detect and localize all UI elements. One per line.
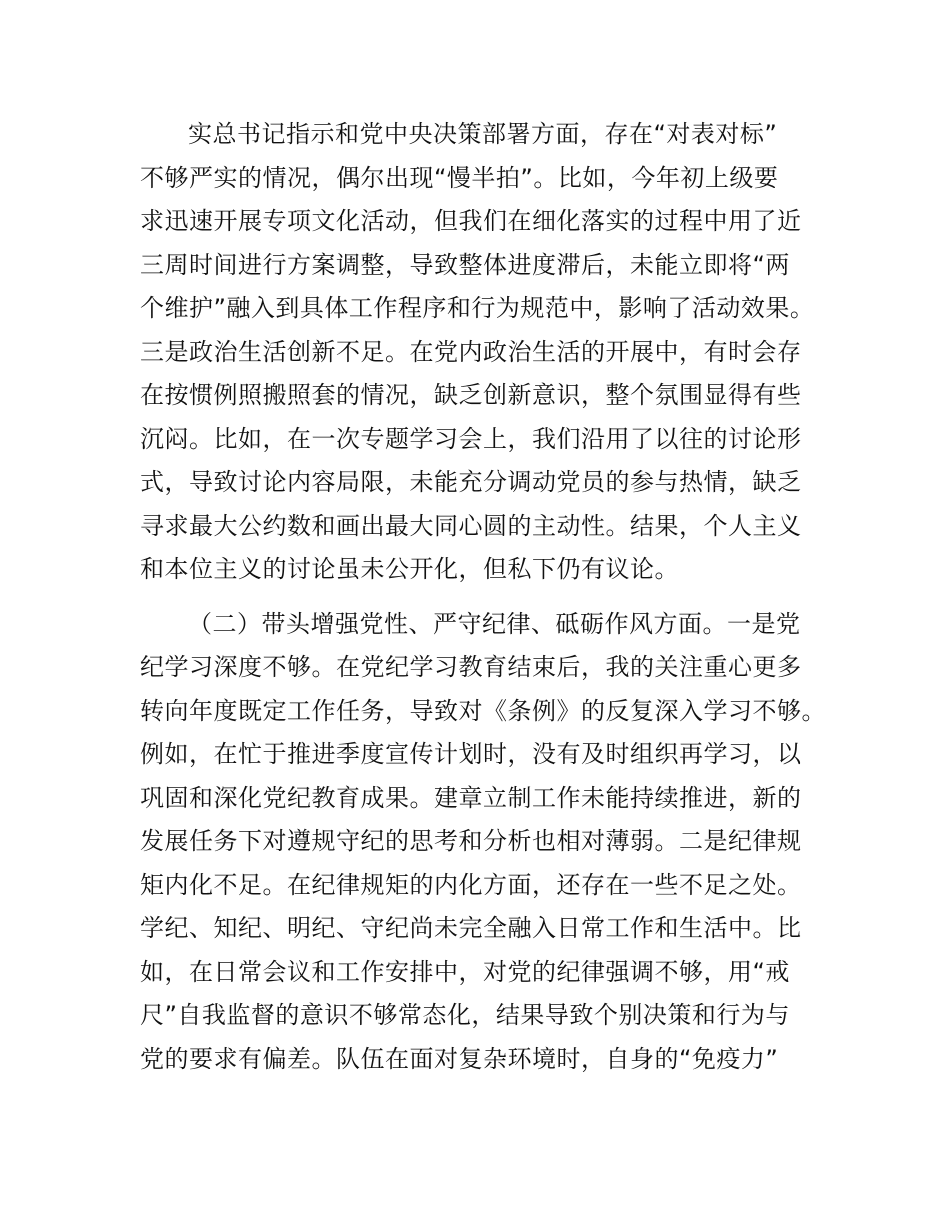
- paragraph-line: 寻求最大公约数和画出最大同心圆的主动性。结果，个人主义: [140, 511, 802, 540]
- paragraph-line: 尺”自我监督的意识不够常态化，结果导致个别决策和行为与: [140, 1001, 790, 1029]
- paragraph-line: 不够严实的情况，偶尔出现“慢半拍”。比如，今年初上级要: [140, 163, 779, 192]
- paragraph-line: （二）带头增强党性、严守纪律、砥砺作风方面。一是党: [188, 609, 801, 638]
- paragraph-line: 和本位主义的讨论虽未公开化，但私下仍有议论。: [140, 555, 679, 583]
- paragraph-line: 求迅速开展专项文化活动，但我们在细化落实的过程中用了近: [140, 207, 802, 235]
- paragraph-line: 沉闷。比如，在一次专题学习会上，我们沿用了以往的讨论形: [140, 424, 802, 453]
- paragraph-line: 三是政治生活创新不足。在党内政治生活的开展中，有时会存: [140, 337, 802, 366]
- document-body: [140, 113, 826, 1081]
- paragraph-line: 转向年度既定工作任务，导致对《条例》的反复深入学习不够。: [140, 696, 826, 725]
- paragraph-line: 矩内化不足。在纪律规矩的内化方面，还存在一些不足之处。: [140, 870, 802, 899]
- paragraph-line: 如，在日常会议和工作安排中，对党的纪律强调不够，用“戒: [140, 957, 790, 986]
- paragraph-line: 巩固和深化党纪教育成果。建章立制工作未能持续推进，新的: [140, 783, 802, 812]
- paragraph-line: 纪学习深度不够。在党纪学习教育结束后，我的关注重心更多: [140, 653, 802, 681]
- paragraph-line: 学纪、知纪、明纪、守纪尚未完全融入日常工作和生活中。比: [140, 914, 802, 942]
- paragraph-line: 个维护”融入到具体工作程序和行为规范中，影响了活动效果。: [140, 294, 815, 322]
- paragraph-line: 式，导致讨论内容局限，未能充分调动党员的参与热情，缺乏: [140, 468, 802, 496]
- paragraph-1: [140, 113, 820, 592]
- paragraph-line: 党的要求有偏差。队伍在面对复杂环境时，自身的“免疫力”: [140, 1044, 779, 1073]
- paragraph-line: 例如，在忙于推进季度宣传计划时，没有及时组织再学习，以: [140, 740, 802, 768]
- paragraph-line: 在按惯例照搬照套的情况，缺乏创新意识，整个氛围显得有些: [140, 381, 802, 409]
- paragraph-line: 实总书记指示和党中央决策部署方面，存在“对表对标”: [188, 120, 778, 148]
- paragraph-line: 三周时间进行方案调整，导致整体进度滞后，未能立即将“两: [140, 250, 790, 279]
- paragraph-line: 发展任务下对遵规守纪的思考和分析也相对薄弱。二是纪律规: [140, 827, 802, 855]
- paragraph-2: [140, 603, 826, 1082]
- paragraph-spacer: [140, 592, 820, 603]
